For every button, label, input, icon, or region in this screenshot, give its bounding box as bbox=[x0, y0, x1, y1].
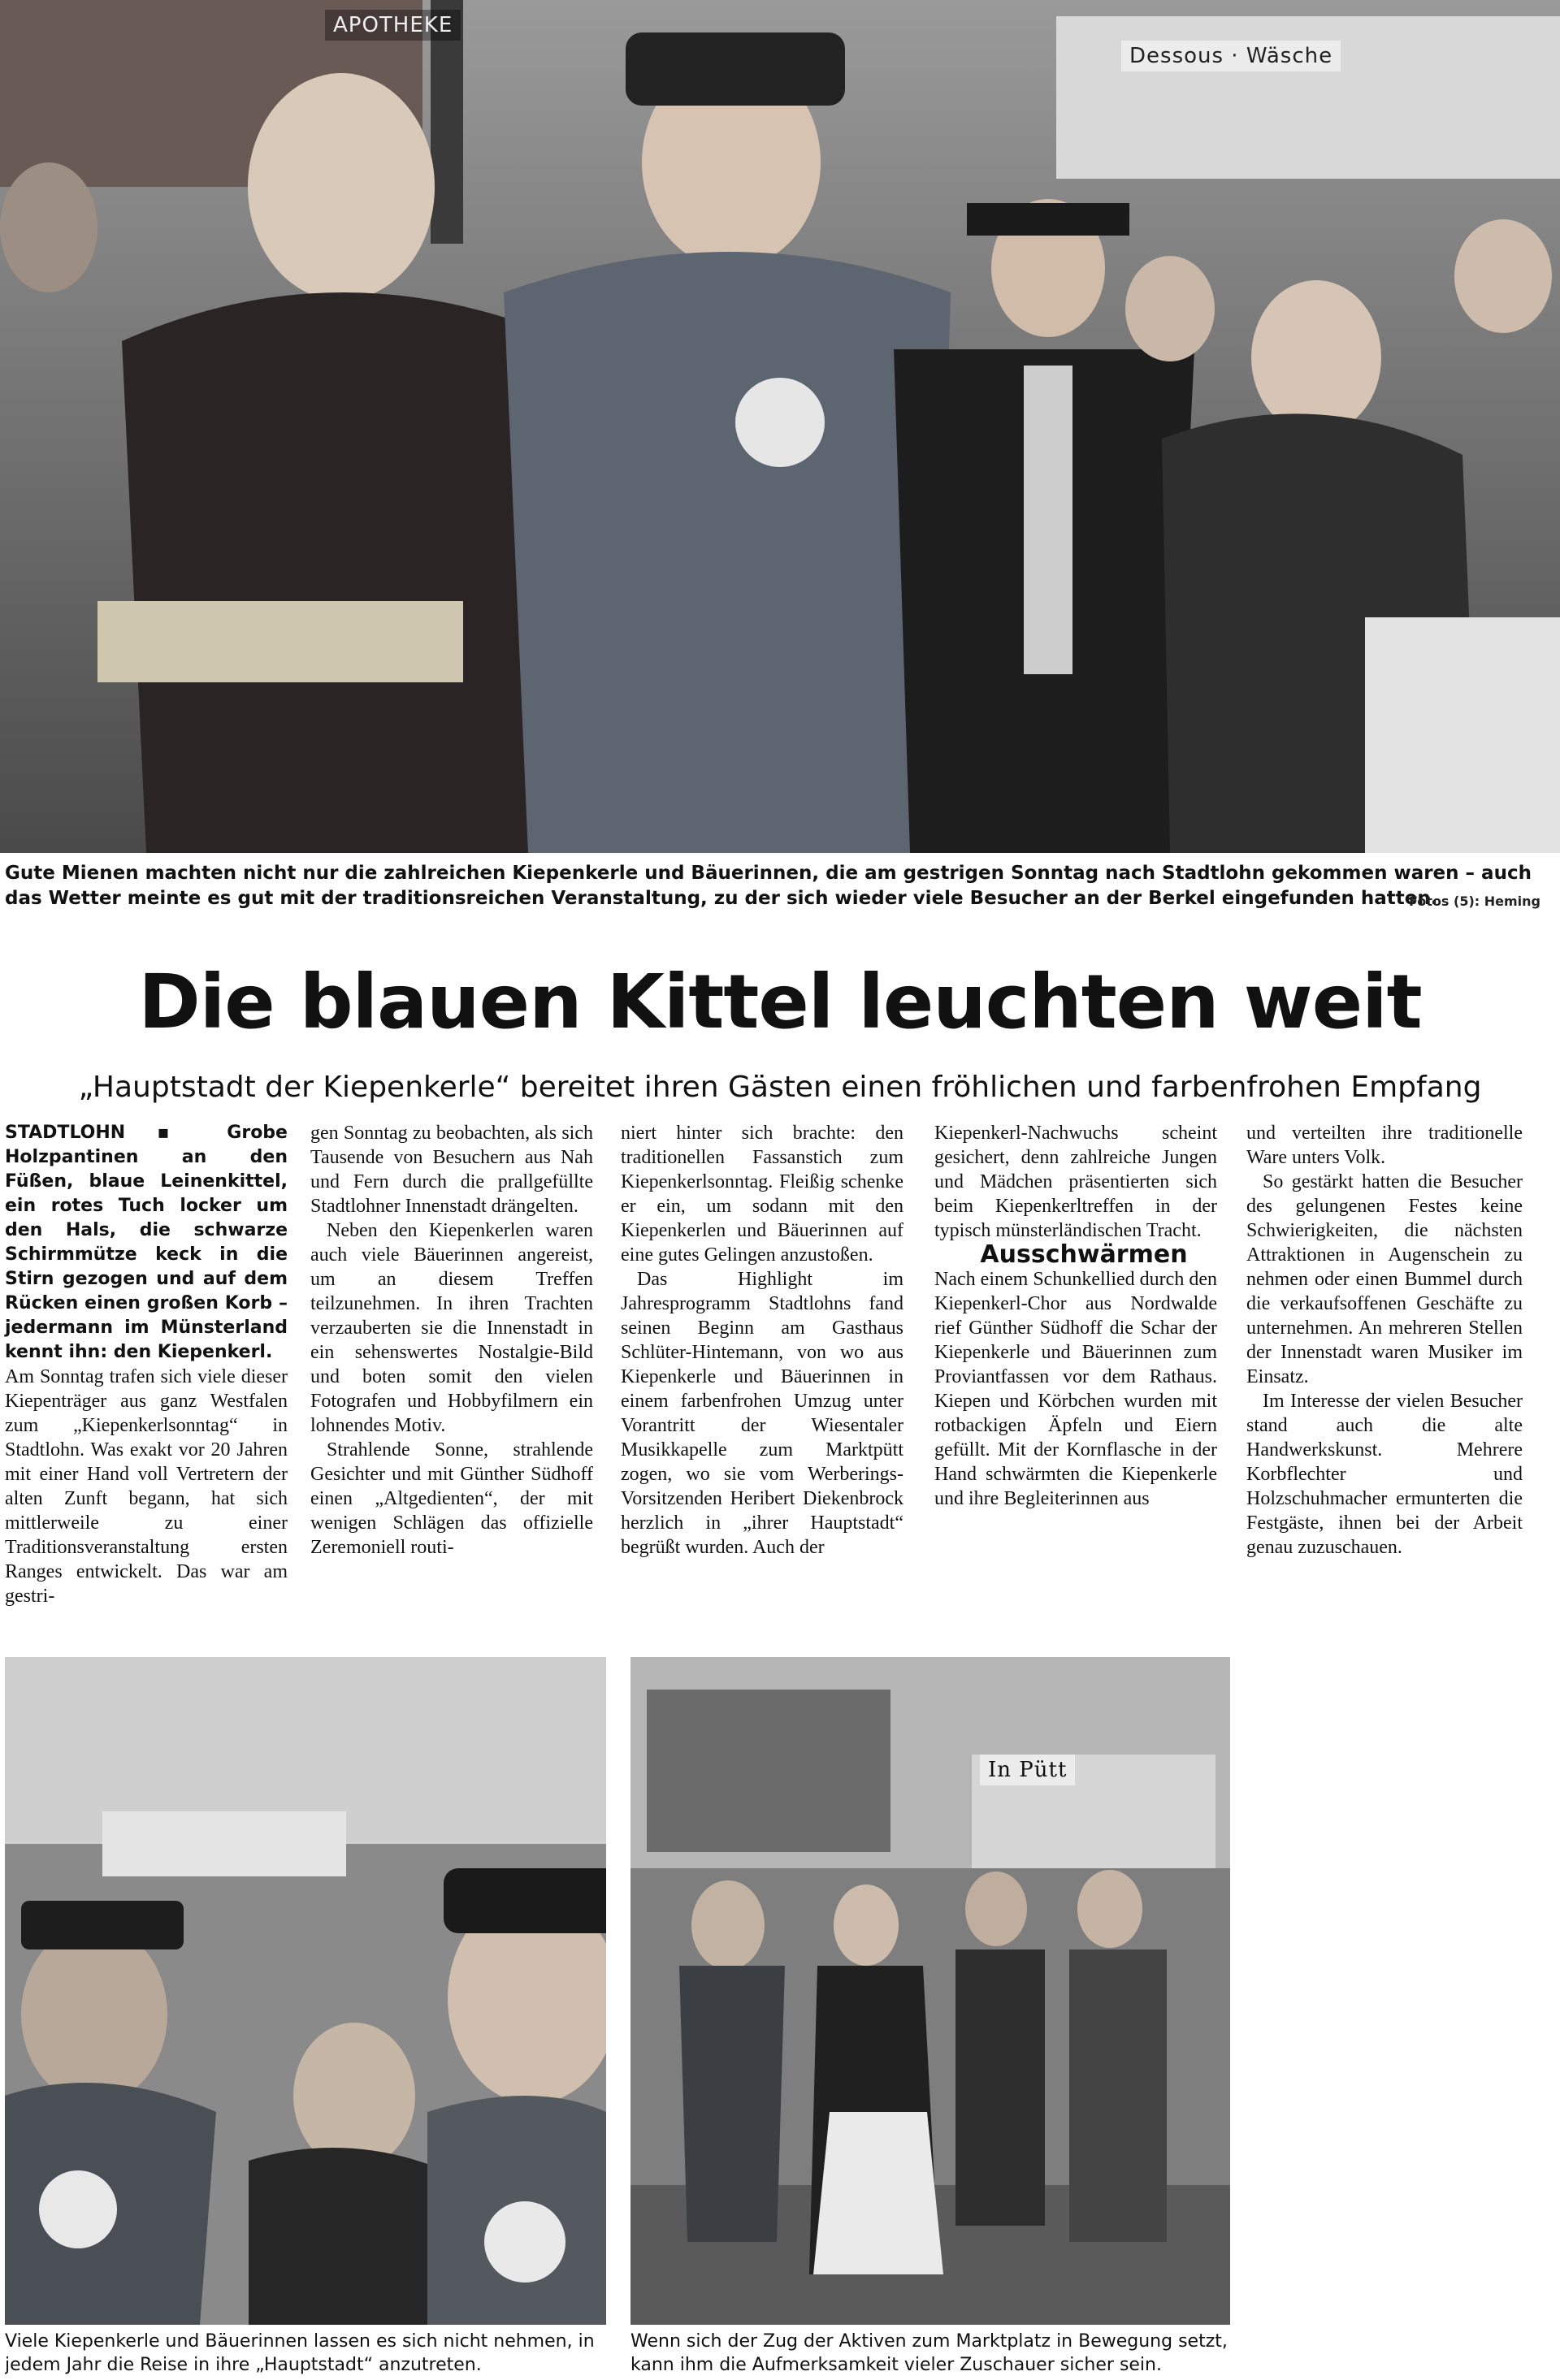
article-column-4 bbox=[934, 1121, 1217, 1511]
body-paragraph: niert hinter sich brachte: den traditionellen Fassanstich zum Kiepenkerlsonntag. Fleißig schenke er ein, um sodann mit den Kiepenkerlen und Bäuerinnen auf eine gutes Gelingen anzustoßen. bbox=[621, 1123, 904, 1266]
body-paragraph: Am Sonntag trafen sich viele dieser Kiepenträger aus ganz Westfalen zum „Kiepenkerlsonntag“ in Stadtlohn. Was exakt vor 20 Jahren mit einer Hand voll Vertretern der alten Zunft begann, hat sich mittlerweile zu einer Traditionsveranstaltung ersten Ranges entwickelt. Das war am gestri- bbox=[5, 1366, 288, 1607]
costumed-crowd-image bbox=[0, 0, 1560, 853]
body-paragraph: gen Sonntag zu beobachten, als sich Tausende von Besuchern aus Nah und Fern durch die prallgefüllte Stadtlohner Innenstadt drängelten. bbox=[310, 1123, 593, 1217]
sign-apotheke: APOTHEKE bbox=[325, 10, 461, 41]
sign-dessous: Dessous · Wäsche bbox=[1121, 41, 1341, 71]
article-column-2 bbox=[310, 1121, 593, 1560]
top-photo bbox=[0, 0, 1560, 853]
bottom-right-photo bbox=[630, 1657, 1230, 2325]
body-paragraph: Das Highlight im Jahresprogramm Stadtlohns fand seinen Beginn am Gasthaus Schlüter-Hintemann, von wo aus Kiepenkerle und Bäuerinnen in einem farbenfrohen Umzug unter Vorantritt der Wiesentaler Musikkapelle zum Marktpütt zogen, wo sie vom Werberings-Vorsitzenden Heribert Diekenbrock herzlich in „ihrer Hauptstadt“ begrüßt wurden. Auch der bbox=[621, 1269, 904, 1558]
article-headline: Die blauen Kittel leuchten weit bbox=[138, 958, 1422, 1045]
body-paragraph: Kiepenkerl-Nachwuchs scheint gesichert, denn zahlreiche Jungen und Mädchen präsentierten sich beim Kiepenkerltreffen in der typisch münsterländischen Tracht. bbox=[934, 1123, 1217, 1241]
gasthaus-sign: In Pütt bbox=[980, 1755, 1075, 1785]
body-paragraph: und verteilten ihre traditionelle Ware unters Volk. bbox=[1246, 1123, 1523, 1168]
article-column-3 bbox=[621, 1121, 904, 1560]
lede-paragraph bbox=[5, 1121, 288, 1365]
body-paragraph: Im Interesse der vielen Besucher stand auch die alte Handwerkskunst. Mehrere Korbflechter und Holzschuhmacher ermunterten die Festgäste, ihnen bei der Arbeit genau zuzuschauen. bbox=[1246, 1391, 1523, 1558]
body-paragraph: Strahlende Sonne, strahlende Gesichter und mit Günther Südhoff einen „Altgedienten“, der mit wenigen Schlägen das offizielle Zeremoniell routi- bbox=[310, 1439, 593, 1558]
bottom-left-photo bbox=[5, 1657, 606, 2325]
photo-credit: Fotos (5): Heming bbox=[1409, 894, 1540, 909]
article-subheadline: „Hauptstadt der Kiepenkerle“ bereitet ihren Gästen einen fröhlichen und farbenfrohen Empfang bbox=[78, 1071, 1482, 1104]
bottom-right-caption: Wenn sich der Zug der Aktiven zum Marktplatz in Bewegung setzt, kann ihm die Aufmerksamkeit vieler Zuschauer sicher sein. bbox=[630, 2331, 1228, 2375]
procession-image bbox=[630, 1657, 1230, 2325]
body-paragraph: So gestärkt hatten die Besucher des gelungenen Festes keine Schwierigkeiten, die nächsten Attraktionen in Augenschein zu nehmen oder einen Bummel durch die verkaufsoffenen Geschäfte zu unternehmen. An mehreren Stellen der Innenstadt waren Musiker im Einsatz. bbox=[1246, 1171, 1523, 1387]
bottom-left-caption: Viele Kiepenkerle und Bäuerinnen lassen es sich nicht nehmen, in jedem Jahr die Reise in ihre „Hauptstadt“ anzutreten. bbox=[5, 2331, 595, 2375]
lede-text: Grobe Holzpantinen an den Füßen, blaue Leinenkittel, ein rotes Tuch locker um den Hals, die schwarze Schirmmütze keck in die Stirn gezogen und auf dem Rücken einen großen Korb – jedermann im Münsterland kennt ihn: den Kiepenkerl. bbox=[5, 1123, 288, 1362]
body-paragraph: Nach einem Schunkellied durch den Kiepenkerl-Chor aus Nordwalde rief Günther Südhoff die Schar der Kiepenkerle und Bäuerinnen zum Proviantfassen vor dem Rathaus. Kiepen und Körbchen wurden mit rotbackigen Äpfeln und Eiern gefüllt. Mit der Kornflasche in der Hand schwärmten die Kiepenkerle und ihre Begleiterinnen aus bbox=[934, 1269, 1217, 1509]
body-paragraph: Neben den Kiepenkerlen waren auch viele Bäuerinnen angereist, um an diesem Treffen teilzunehmen. In ihren Trachten verzauberten sie die Innenstadt in ein sehenswertes Nostalgie-Bild und boten somit den vielen Fotografen und Hobbyfilmern ein lohnendes Motiv. bbox=[310, 1220, 593, 1436]
article-column-5 bbox=[1246, 1121, 1523, 1560]
article-column-1 bbox=[5, 1121, 288, 1608]
kiepenkerle-image bbox=[5, 1657, 606, 2325]
section-subheading: Ausschwärmen bbox=[980, 1240, 1188, 1269]
dateline: STADTLOHN ▪ bbox=[5, 1123, 195, 1143]
top-photo-caption: Gute Mienen machten nicht nur die zahlreichen Kiepenkerle und Bäuerinnen, die am gestrigen Sonntag nach Stadtlohn gekommen waren – auch das Wetter meinte es gut mit der traditionsreichen Veranstaltung, zu der sich wieder viele Besucher an der Berkel eingefunden hatten. bbox=[5, 863, 1532, 909]
